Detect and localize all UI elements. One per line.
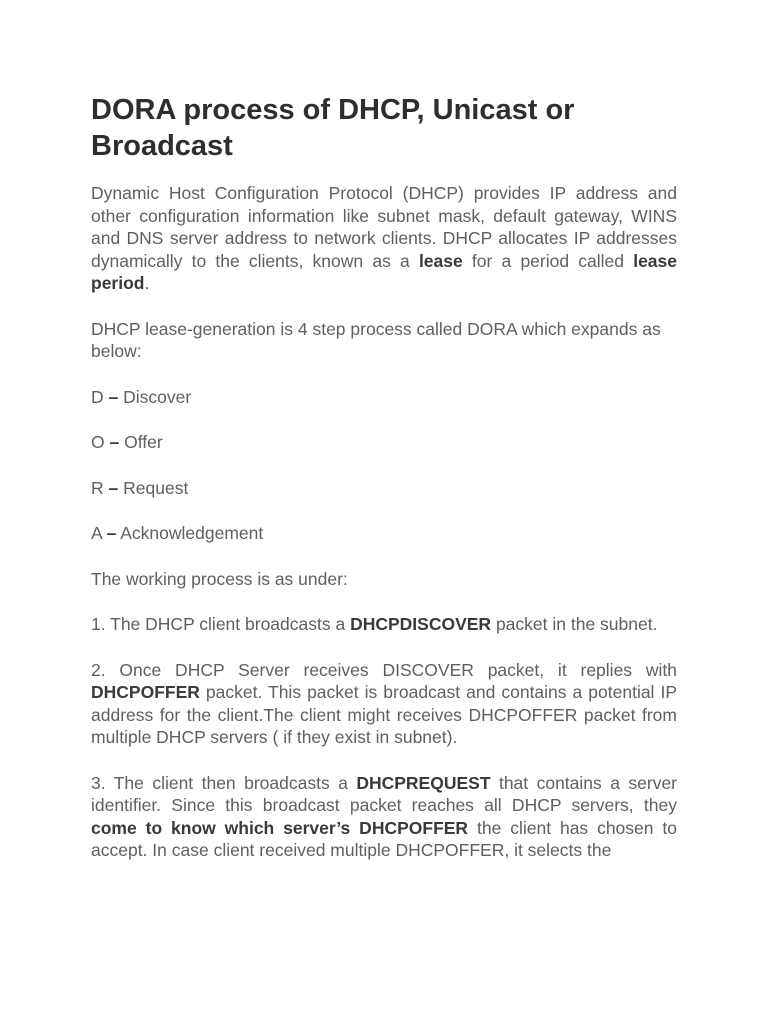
working-process-intro: The working process is as under: <box>91 568 348 589</box>
item1-bold-dhcpdiscover: DHCPDISCOVER <box>350 614 492 634</box>
step-dash: – <box>108 386 119 407</box>
step-letter: D <box>91 386 104 407</box>
document-page <box>91 92 677 862</box>
step-word: Request <box>123 477 189 498</box>
intro-bold-lease-period: lease period <box>91 250 677 293</box>
dora-step-discover <box>91 386 677 409</box>
item3-text-2: that contains a server identifier. Since this broadcast packet reaches all DHCP servers, they <box>91 772 677 815</box>
step-word: Offer <box>124 432 163 452</box>
item3-text-1: 3. The client then broadcasts a <box>91 772 357 793</box>
step-dash: – <box>109 432 120 452</box>
item2-bold-dhcpoffer: DHCPOFFER <box>91 682 200 702</box>
step-letter: O <box>91 432 105 452</box>
item2-text-2: packet. This packet is broadcast and contains a potential IP address for the client.The client might receives DHCPOFFER packet from multiple DHCP servers ( if they exist in subnet). <box>91 682 677 747</box>
dora-step-acknowledgement <box>91 522 677 545</box>
item3-bold-server-dhcpoffer: come to know which server’s DHCPOFFER <box>91 817 469 838</box>
intro-text-1: Dynamic Host Configuration Protocol (DHCP) provides IP address and other configuration information like subnet mask, default gateway, WINS and DNS server address to network clients. DHCP allocates IP addresses dynamically to the clients, known as a <box>91 183 677 271</box>
item3-text-3: the client has chosen to accept. In case client received multiple DHCPOFFER, it selects the <box>91 817 677 860</box>
step-word: Discover <box>123 386 192 407</box>
item2-text-1: 2. Once DHCP Server receives DISCOVER packet, it replies with <box>91 659 677 680</box>
process-item-2 <box>91 659 677 749</box>
process-item-3 <box>91 772 677 862</box>
intro-paragraph <box>91 182 677 295</box>
step-word: Acknowledgement <box>120 523 264 543</box>
step-letter: A <box>91 523 102 543</box>
intro-text-2: for a period called <box>462 250 634 271</box>
lease-generation-paragraph: DHCP lease-generation is 4 step process called DORA which expands as below: <box>91 318 661 361</box>
item3-bold-dhcprequest: DHCPREQUEST <box>356 772 491 793</box>
intro-text-3: . <box>144 273 150 293</box>
item1-text-2: packet in the subnet. <box>491 614 658 634</box>
dora-step-offer <box>91 431 677 454</box>
item1-text-1: 1. The DHCP client broadcasts a <box>91 614 351 634</box>
step-dash: – <box>108 477 119 498</box>
process-item-1 <box>91 613 677 636</box>
step-letter: R <box>91 477 104 498</box>
page-title: DORA process of DHCP, Unicast or Broadcast <box>91 94 575 162</box>
step-dash: – <box>106 523 117 543</box>
dora-step-request <box>91 477 677 500</box>
intro-bold-lease: lease <box>418 250 463 271</box>
